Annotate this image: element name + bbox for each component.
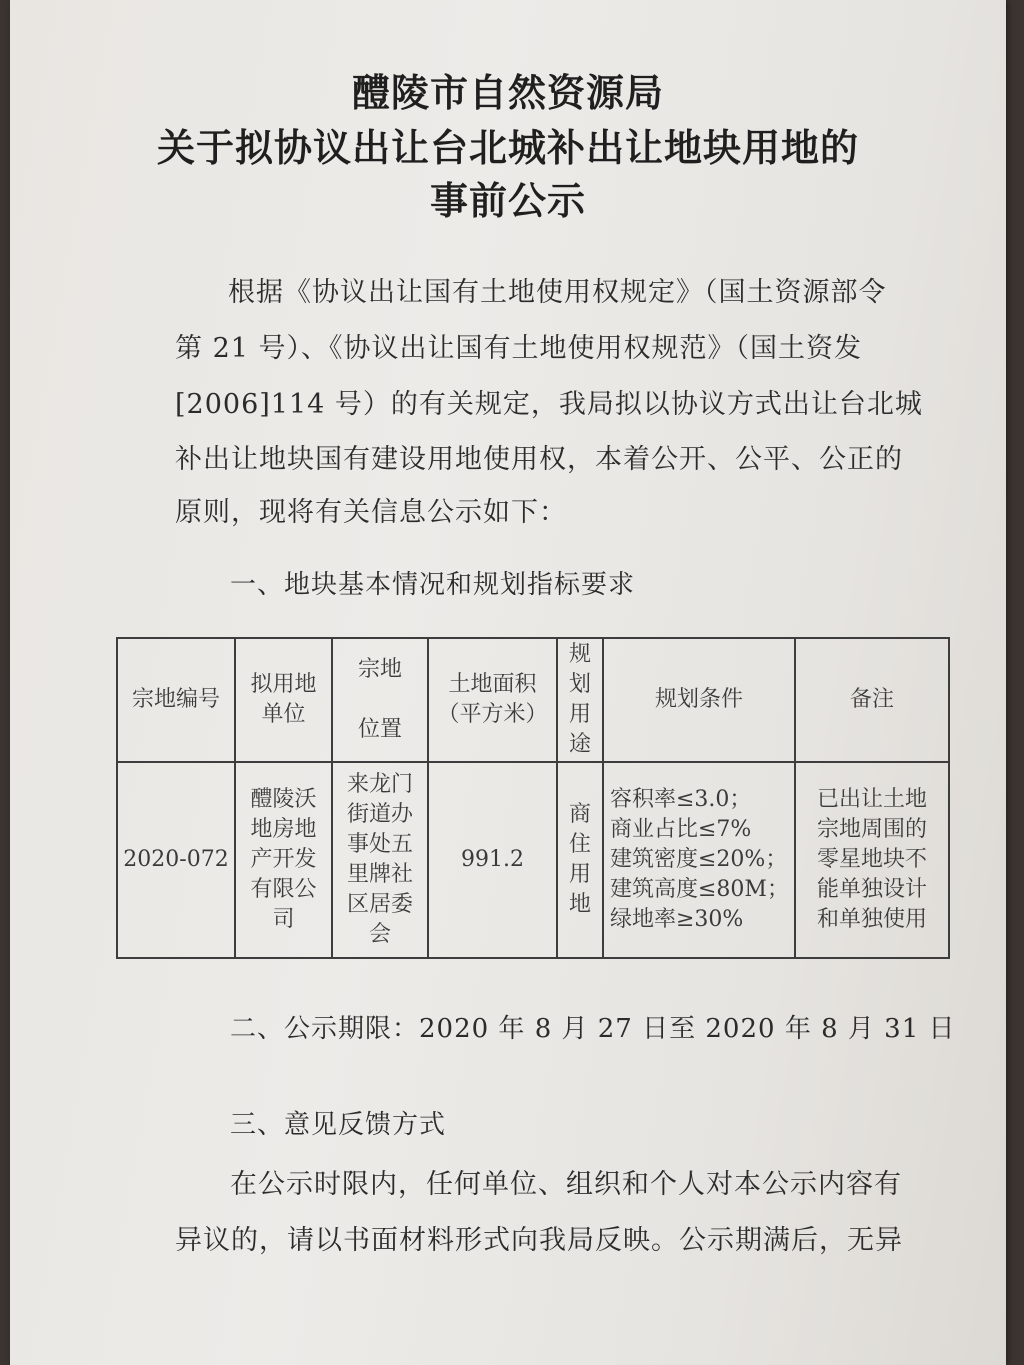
section-3-line-1: 在公示时限内，任何单位、组织和个人对本公示内容有	[230, 1169, 902, 1200]
cell-location: 来龙门 街道办 事处五 里牌社 区居委 会	[332, 762, 428, 958]
cell-parcel-id: 2020-072	[117, 762, 235, 958]
intro-line-5: 原则，现将有关信息公示如下：	[175, 497, 567, 528]
table-row	[117, 762, 949, 958]
cell-planning-conditions: 容积率≤3.0； 商业占比≤7% 建筑密度≤20%； 建筑高度≤80M； 绿地率≥30%	[603, 762, 795, 958]
header-parcel-id: 宗地编号	[117, 638, 235, 762]
table-header-row	[117, 638, 949, 762]
document-title-agency: 醴陵市自然资源局	[351, 71, 664, 115]
intro-line-1: 根据《协议出让国有土地使用权规定》（国土资源部令	[228, 277, 887, 308]
section-1-heading: 一、地块基本情况和规划指标要求	[230, 570, 636, 600]
intro-line-2: 第 21 号）、《协议出让国有土地使用权规范》（国土资发	[175, 333, 863, 364]
document-title-subject: 关于拟协议出让台北城补出让地块用地的	[156, 126, 859, 170]
document-page	[10, 0, 1006, 1365]
cell-area: 991.2	[428, 762, 557, 958]
section-3-line-2: 异议的，请以书面材料形式向我局反映。公示期满后，无异	[175, 1225, 903, 1256]
section-3-heading: 三、意见反馈方式	[230, 1110, 447, 1140]
cell-user-unit: 醴陵沃 地房地 产开发 有限公 司	[235, 762, 332, 958]
document-title-type: 事前公示	[429, 179, 586, 223]
header-location: 宗地 位置	[332, 638, 428, 762]
cell-remarks: 已出让土地 宗地周围的 零星地块不 能单独设计 和单独使用	[795, 762, 949, 958]
section-2-period: 二、公示期限：2020 年 8 月 27 日至 2020 年 8 月 31 日	[230, 1014, 956, 1044]
header-planned-use: 规 划 用 途	[557, 638, 603, 762]
header-remarks: 备注	[795, 638, 949, 762]
cell-planned-use: 商 住 用 地	[557, 762, 603, 958]
header-planning-conditions: 规划条件	[603, 638, 795, 762]
header-area: 土地面积 （平方米）	[428, 638, 557, 762]
intro-line-3: [2006]114 号）的有关规定，我局拟以协议方式出让台北城	[175, 389, 923, 420]
header-user-unit: 拟用地 单位	[235, 638, 332, 762]
intro-line-4: 补出让地块国有建设用地使用权，本着公开、公平、公正的	[175, 444, 903, 475]
land-parcel-table	[116, 637, 950, 959]
